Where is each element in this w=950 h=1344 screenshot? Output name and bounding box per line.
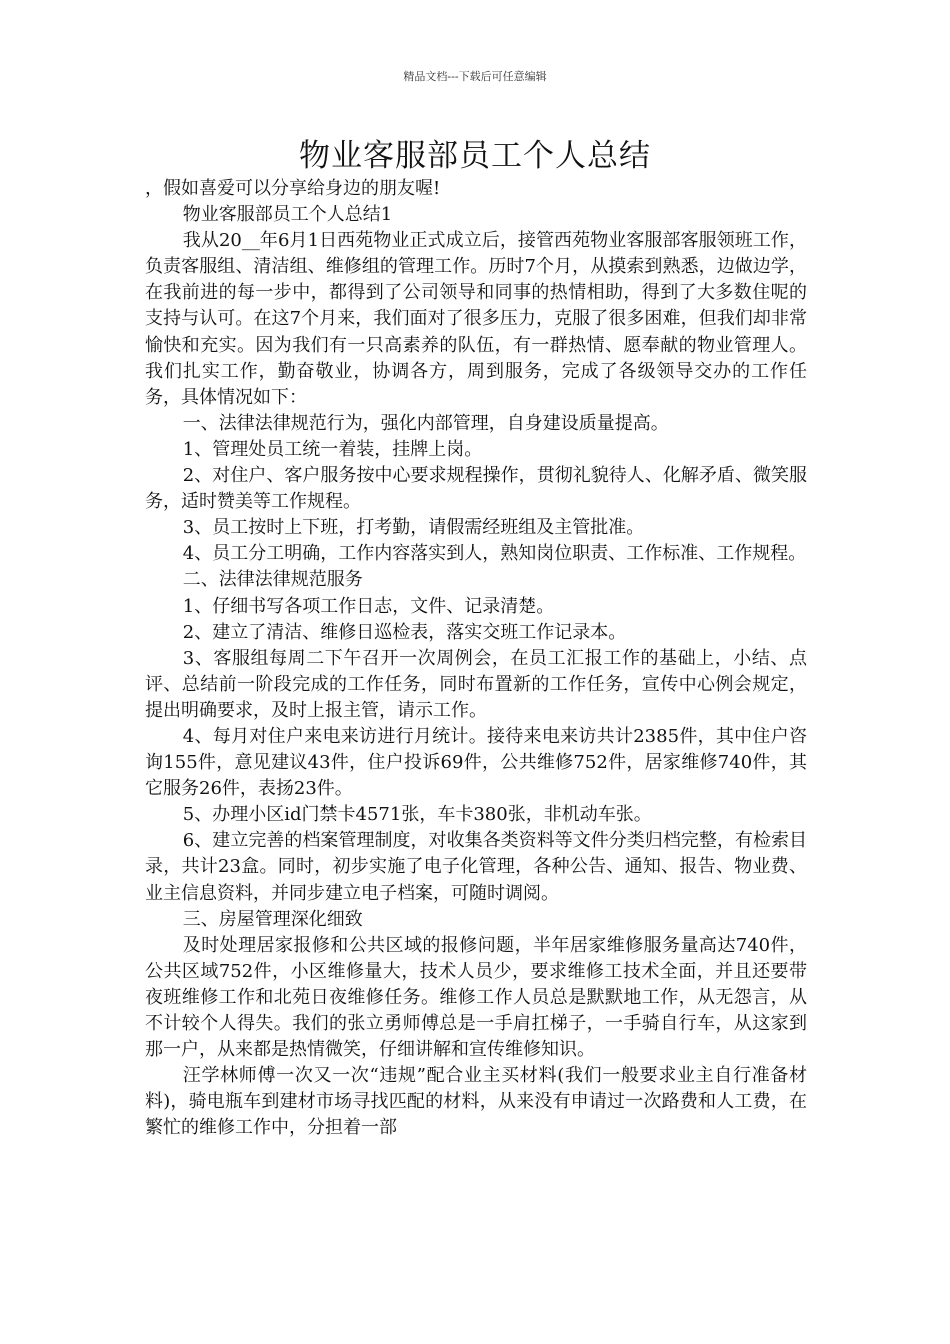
list-item: 1、仔细书写各项工作日志，文件、记录清楚。 xyxy=(182,595,555,617)
paragraph: 我从20__年6月1日西苑物业正式成立后，接管西苑物业客服部客服领班工作，负责客服组、清洁组、维修组的管理工作。历时7个月，从摸索到熟悉，边做边学，在我前进的每一步中，都得到了公司领导和同事的热情相助，得到了大多数住呢的支持与认可。在这7个月来，我们面对了很多压力，克服了很多困难，但我们却非常愉快和充实。因为我们有一只高素养的队伍，有一群热情、愿奉献的物业管理人。我们扎实工作，勤奋敬业，协调各方，周到服务，完成了各级领导交办的工作任务，具体情况如下： xyxy=(145,230,807,408)
paragraph: 及时处理居家报修和公共区域的报修问题，半年居家维修服务量高达740件，公共区域752件，小区维修量大，技术人员少，要求维修工技术全面，并且还要带夜班维修工作和北苑日夜维修任务。维修工作人员总是默默地工作，从无怨言，从不计较个人得失。我们的张立勇师傅总是一手肩扛梯子，一手骑自行车，从这家到那一户，从来都是热情微笑，仔细讲解和宣传维修知识。 xyxy=(145,934,807,1061)
list-item: 6、建立完善的档案管理制度，对收集各类资料等文件分类归档完整，有检索目录，共计23盒。同时，初步实施了电子化管理，各种公告、通知、报告、物业费、业主信息资料，并同步建立电子档案，可随时调阅。 xyxy=(145,830,807,904)
list-item: 4、员工分工明确，工作内容落实到人，熟知岗位职责、工作标准、工作规程。 xyxy=(182,543,807,565)
list-item: 3、员工按时上下班，打考勤，请假需经班组及主管批准。 xyxy=(182,517,645,539)
section-heading: 物业客服部员工个人总结1 xyxy=(182,204,393,226)
list-item: 1、管理处员工统一着装，挂牌上岗。 xyxy=(182,438,483,460)
page-header: 精品文档---下载后可任意编辑 xyxy=(403,70,547,83)
paragraph: ，假如喜爱可以分享给身边的朋友喔! xyxy=(145,178,441,199)
list-item: 2、对住户、客户服务按中心要求规程操作，贯彻礼貌待人、化解矛盾、微笑服务，适时赞美等工作规程。 xyxy=(145,465,807,513)
section-heading: 二、法律法律规范服务 xyxy=(182,569,363,591)
paragraph: 汪学林师傅一次又一次“违规”配合业主买材料(我们一般要求业主自行准备材料)，骑电瓶车到建材市场寻找匹配的材料，从来没有申请过一次路费和人工费，在繁忙的维修工作中，分担着一部 xyxy=(145,1065,807,1139)
section-heading: 一、法律法律规范行为，强化内部管理，自身建设质量提高。 xyxy=(182,412,669,434)
list-item: 2、建立了清洁、维修日巡检表，落实交班工作记录本。 xyxy=(182,621,627,643)
section-heading: 三、房屋管理深化细致 xyxy=(182,908,363,930)
document-body xyxy=(145,176,807,1141)
document-title: 物业客服部员工个人总结 xyxy=(299,138,651,174)
list-item: 5、办理小区id门禁卡4571张，车卡380张，非机动车张。 xyxy=(182,804,652,826)
list-item: 3、客服组每周二下午召开一次周例会，在员工汇报工作的基础上，小结、点评、总结前一阶段完成的工作任务，同时布置新的工作任务，宣传中心例会规定，提出明确要求，及时上报主管，请示工作。 xyxy=(145,647,807,721)
list-item: 4、每月对住户来电来访进行月统计。接待来电来访共计2385件，其中住户咨询155件，意见建议43件，住户投诉69件，公共维修752件，居家维修740件，其它服务26件，表扬23件。 xyxy=(145,725,807,800)
